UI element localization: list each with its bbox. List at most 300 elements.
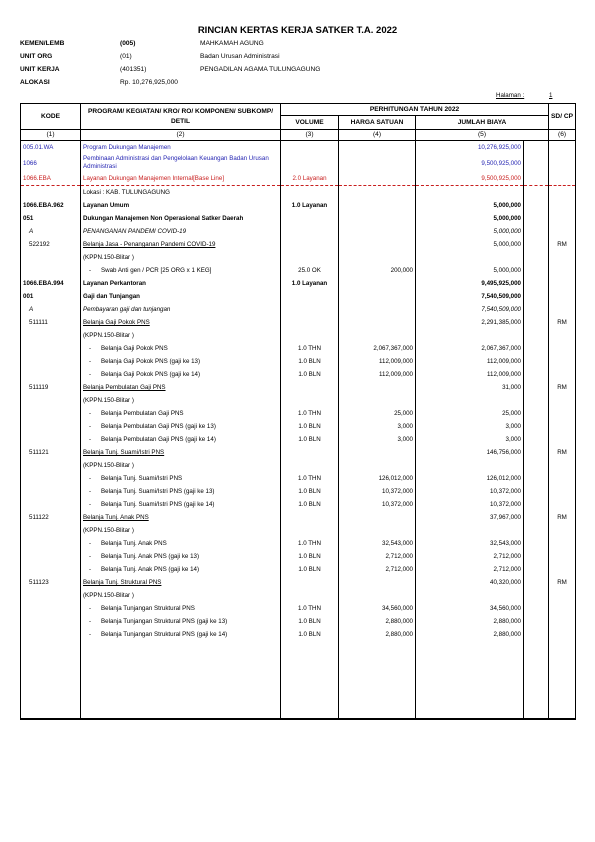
cell-harga: [339, 141, 416, 155]
cell-harga: [339, 212, 416, 225]
cell-desc: [81, 290, 281, 303]
bullet-marker: -: [89, 618, 92, 625]
bullet-marker: -: [89, 631, 92, 638]
cell-sdcp: [549, 602, 576, 615]
cell-jumlah: 2,712,000: [416, 563, 524, 576]
cell-spacer: [524, 329, 549, 342]
cell-volume: 1.0 BLN: [281, 563, 339, 576]
cell-kode: 051: [21, 212, 81, 225]
cell-sdcp: [549, 420, 576, 433]
cell-kode: [21, 485, 81, 498]
cell-kode: [21, 472, 81, 485]
table-row: [21, 316, 576, 329]
cell-jumlah: 7,540,509,000: [416, 290, 524, 303]
cell-harga: [339, 154, 416, 172]
cell-harga: [339, 251, 416, 264]
cell-desc: [81, 303, 281, 316]
cell-spacer: [524, 381, 549, 394]
cell-spacer: [524, 433, 549, 446]
col-sdcp: SD/ CP: [549, 104, 576, 130]
cell-kode: A: [21, 225, 81, 238]
cell-desc: [81, 154, 281, 172]
cell-jumlah: [416, 459, 524, 472]
cell-jumlah: 9,495,925,000: [416, 277, 524, 290]
cell-desc-text: Layanan Dukungan Manajemen Internal[Base Line]: [83, 175, 225, 182]
cell-desc: [81, 407, 281, 420]
cell-jumlah: [416, 394, 524, 407]
table-row: [21, 498, 576, 511]
cell-harga: [339, 394, 416, 407]
cell-volume: [281, 238, 339, 251]
cell-sdcp: [549, 342, 576, 355]
bullet-marker: -: [89, 371, 92, 378]
table-row: [21, 264, 576, 277]
cell-sdcp: [549, 498, 576, 511]
filler-cell: [81, 641, 281, 719]
cell-sdcp: RM: [549, 381, 576, 394]
col-num-4: (4): [339, 130, 416, 141]
cell-jumlah: 9,500,925,000: [416, 154, 524, 172]
cell-kode: [21, 563, 81, 576]
kerja-label: UNIT KERJA: [20, 66, 60, 73]
cell-volume: 1.0 BLN: [281, 550, 339, 563]
table-row: [21, 303, 576, 316]
table-row: [21, 576, 576, 589]
cell-desc: [81, 628, 281, 641]
cell-desc-text: Belanja Gaji Pokok PNS: [83, 319, 150, 326]
cell-sdcp: [549, 303, 576, 316]
cell-volume: 1.0 BLN: [281, 355, 339, 368]
cell-spacer: [524, 199, 549, 212]
cell-kode: 005.01.WA: [21, 141, 81, 155]
cell-volume: 1.0 Layanan: [281, 199, 339, 212]
cell-spacer: [524, 172, 549, 186]
cell-sdcp: RM: [549, 446, 576, 459]
cell-desc-text: PENANGANAN PANDEMI COVID-19: [83, 228, 187, 235]
col-harga: HARGA SATUAN: [339, 116, 416, 130]
cell-volume: 1.0 BLN: [281, 615, 339, 628]
table-row: [21, 141, 576, 155]
cell-spacer: [524, 186, 549, 200]
cell-sdcp: [549, 212, 576, 225]
table-row: [21, 511, 576, 524]
cell-jumlah: 25,000: [416, 407, 524, 420]
cell-desc-text: Pembayaran gaji dan tunjangan: [83, 306, 171, 313]
cell-kode: [21, 459, 81, 472]
cell-spacer: [524, 264, 549, 277]
cell-sdcp: [549, 589, 576, 602]
cell-desc-text: Lokasi : KAB. TULUNGAGUNG: [83, 189, 170, 196]
cell-volume: [281, 394, 339, 407]
cell-volume: 1.0 THN: [281, 342, 339, 355]
cell-desc-text: Belanja Tunj. Anak PNS: [101, 540, 167, 547]
cell-jumlah: 40,320,000: [416, 576, 524, 589]
cell-desc-text: Gaji dan Tunjangan: [83, 293, 140, 300]
cell-spacer: [524, 141, 549, 155]
col-volume: VOLUME: [281, 116, 339, 130]
cell-volume: 1.0 BLN: [281, 485, 339, 498]
table-row: [21, 459, 576, 472]
cell-harga: 112,009,000: [339, 368, 416, 381]
cell-sdcp: [549, 550, 576, 563]
bullet-marker: -: [89, 501, 92, 508]
cell-jumlah: 3,000: [416, 433, 524, 446]
cell-spacer: [524, 420, 549, 433]
cell-desc-text: Belanja Tunjangan Struktural PNS: [101, 605, 195, 612]
cell-kode: [21, 186, 81, 200]
cell-jumlah: 2,880,000: [416, 628, 524, 641]
table-row: [21, 290, 576, 303]
cell-desc: [81, 342, 281, 355]
cell-sdcp: [549, 172, 576, 186]
cell-desc: [81, 563, 281, 576]
cell-kode: 511121: [21, 446, 81, 459]
cell-sdcp: [549, 459, 576, 472]
table-row: [21, 355, 576, 368]
table-row: [21, 277, 576, 290]
cell-jumlah: 9,500,925,000: [416, 172, 524, 186]
cell-spacer: [524, 576, 549, 589]
cell-desc-text: Belanja Jasa - Penanganan Pandemi COVID-19: [83, 241, 216, 248]
cell-jumlah: 10,276,925,000: [416, 141, 524, 155]
org-name: Badan Urusan Administrasi: [200, 53, 280, 60]
cell-harga: [339, 316, 416, 329]
cell-harga: [339, 381, 416, 394]
cell-volume: [281, 225, 339, 238]
cell-spacer: [524, 368, 549, 381]
alokasi-label: ALOKASI: [20, 79, 50, 86]
cell-jumlah: 5,000,000: [416, 225, 524, 238]
filler-row: [21, 641, 576, 719]
cell-sdcp: [549, 355, 576, 368]
cell-kode: 1066: [21, 154, 81, 172]
cell-sdcp: [549, 394, 576, 407]
cell-sdcp: [549, 329, 576, 342]
cell-desc: [81, 602, 281, 615]
cell-desc: [81, 186, 281, 200]
kerja-code: (401351): [120, 66, 147, 73]
cell-desc: [81, 172, 281, 186]
cell-desc-text: Belanja Tunj. Suami/Istri PNS (gaji ke 14): [101, 501, 215, 508]
cell-spacer: [524, 563, 549, 576]
cell-desc: [81, 589, 281, 602]
cell-spacer: [524, 602, 549, 615]
cell-desc: [81, 381, 281, 394]
filler-cell: [549, 641, 576, 719]
kemen-code: (005): [120, 40, 136, 47]
cell-spacer: [524, 238, 549, 251]
cell-harga: 200,000: [339, 264, 416, 277]
cell-desc-text: Belanja Tunjangan Struktural PNS (gaji ke 13): [101, 618, 228, 625]
cell-harga: [339, 238, 416, 251]
cell-sdcp: [549, 251, 576, 264]
cell-harga: 112,009,000: [339, 355, 416, 368]
cell-spacer: [524, 459, 549, 472]
filler-cell: [21, 641, 81, 719]
cell-spacer: [524, 212, 549, 225]
cell-volume: [281, 251, 339, 264]
cell-desc: [81, 277, 281, 290]
cell-jumlah: 31,000: [416, 381, 524, 394]
cell-sdcp: [549, 433, 576, 446]
cell-volume: 1.0 Layanan: [281, 277, 339, 290]
cell-desc: [81, 212, 281, 225]
table-row: [21, 420, 576, 433]
table-row: [21, 602, 576, 615]
cell-jumlah: 5,000,000: [416, 264, 524, 277]
cell-volume: 1.0 THN: [281, 602, 339, 615]
cell-volume: [281, 290, 339, 303]
cell-desc-text: (KPPN.150-Blitar ): [83, 397, 134, 404]
cell-desc: [81, 511, 281, 524]
cell-kode: [21, 342, 81, 355]
cell-kode: [21, 615, 81, 628]
cell-harga: [339, 199, 416, 212]
cell-kode: [21, 498, 81, 511]
kerja-name: PENGADILAN AGAMA TULUNGAGUNG: [200, 66, 321, 73]
cell-spacer: [524, 154, 549, 172]
cell-spacer: [524, 628, 549, 641]
table-row: [21, 381, 576, 394]
table-row: [21, 485, 576, 498]
cell-volume: 1.0 THN: [281, 407, 339, 420]
cell-jumlah: 146,756,000: [416, 446, 524, 459]
cell-spacer: [524, 615, 549, 628]
cell-spacer: [524, 550, 549, 563]
table-row: [21, 615, 576, 628]
table-row: [21, 563, 576, 576]
cell-spacer: [524, 407, 549, 420]
cell-sdcp: [549, 524, 576, 537]
cell-volume: [281, 186, 339, 200]
cell-harga: [339, 511, 416, 524]
cell-desc-text: Layanan Umum: [83, 202, 130, 209]
kemen-name: MAHKAMAH AGUNG: [200, 40, 264, 47]
cell-sdcp: RM: [549, 316, 576, 329]
cell-jumlah: 112,009,000: [416, 355, 524, 368]
cell-harga: 34,560,000: [339, 602, 416, 615]
cell-sdcp: RM: [549, 238, 576, 251]
cell-volume: [281, 524, 339, 537]
cell-desc-text: Dukungan Manajemen Non Operasional Satker Daerah: [83, 215, 244, 222]
cell-jumlah: 2,067,367,000: [416, 342, 524, 355]
cell-sdcp: [549, 277, 576, 290]
cell-sdcp: [549, 615, 576, 628]
cell-desc-text: Belanja Pembulatan Gaji PNS (gaji ke 14): [101, 436, 216, 443]
cell-jumlah: 37,967,000: [416, 511, 524, 524]
bullet-marker: -: [89, 605, 92, 612]
cell-harga: [339, 576, 416, 589]
cell-sdcp: [549, 628, 576, 641]
cell-sdcp: [549, 290, 576, 303]
cell-jumlah: 10,372,000: [416, 498, 524, 511]
cell-kode: [21, 394, 81, 407]
cell-jumlah: [416, 251, 524, 264]
cell-volume: [281, 589, 339, 602]
cell-volume: [281, 141, 339, 155]
table-row: [21, 394, 576, 407]
cell-jumlah: 10,372,000: [416, 485, 524, 498]
cell-desc-text: (KPPN.150-Blitar ): [83, 592, 134, 599]
cell-harga: 2,067,367,000: [339, 342, 416, 355]
filler-cell: [524, 641, 549, 719]
cell-kode: [21, 524, 81, 537]
page-number: 1: [549, 92, 553, 99]
cell-volume: [281, 446, 339, 459]
cell-desc: [81, 316, 281, 329]
cell-jumlah: [416, 589, 524, 602]
table-row: [21, 472, 576, 485]
cell-desc-text: Belanja Tunj. Suami/Istri PNS: [101, 475, 183, 482]
cell-harga: 126,012,000: [339, 472, 416, 485]
bullet-marker: -: [89, 345, 92, 352]
table-row: [21, 342, 576, 355]
cell-desc-text: Belanja Pembulatan Gaji PNS: [101, 410, 184, 417]
cell-spacer: [524, 394, 549, 407]
cell-desc-text: Belanja Tunj. Anak PNS (gaji ke 14): [101, 566, 200, 573]
cell-kode: 522192: [21, 238, 81, 251]
cell-harga: 10,372,000: [339, 498, 416, 511]
col-num-1: (1): [21, 130, 81, 141]
cell-sdcp: [549, 186, 576, 200]
bullet-marker: -: [89, 423, 92, 430]
cell-harga: [339, 459, 416, 472]
cell-kode: [21, 433, 81, 446]
cell-kode: [21, 550, 81, 563]
cell-desc-text: Layanan Perkantoran: [83, 280, 146, 287]
cell-jumlah: 32,543,000: [416, 537, 524, 550]
cell-kode: [21, 420, 81, 433]
cell-sdcp: [549, 563, 576, 576]
bullet-marker: -: [89, 488, 92, 495]
cell-desc: [81, 329, 281, 342]
cell-harga: [339, 589, 416, 602]
org-code: (01): [120, 53, 132, 60]
cell-desc: [81, 498, 281, 511]
cell-desc-text: Belanja Tunjangan Struktural PNS (gaji ke 14): [101, 631, 228, 638]
cell-harga: [339, 290, 416, 303]
cell-desc-text: Belanja Tunj. Struktural PNS: [83, 579, 162, 586]
table-row: [21, 154, 576, 172]
cell-harga: 3,000: [339, 420, 416, 433]
table-row: [21, 550, 576, 563]
bullet-marker: -: [89, 566, 92, 573]
cell-jumlah: 2,712,000: [416, 550, 524, 563]
table-row: [21, 628, 576, 641]
cell-sdcp: [549, 537, 576, 550]
cell-jumlah: 5,000,000: [416, 238, 524, 251]
cell-kode: [21, 407, 81, 420]
table-row: [21, 433, 576, 446]
cell-desc: [81, 264, 281, 277]
cell-kode: [21, 602, 81, 615]
cell-volume: [281, 316, 339, 329]
cell-sdcp: [549, 141, 576, 155]
cell-kode: 1066.EBA.994: [21, 277, 81, 290]
cell-desc: [81, 550, 281, 563]
cell-desc-text: (KPPN.150-Blitar ): [83, 527, 134, 534]
cell-desc-text: Belanja Tunj. Suami/Istri PNS (gaji ke 13): [101, 488, 215, 495]
cell-harga: [339, 329, 416, 342]
cell-harga: [339, 172, 416, 186]
cell-desc-text: Belanja Tunj. Anak PNS: [83, 514, 149, 521]
cell-desc-text: Belanja Tunj. Suami/Istri PNS: [83, 449, 165, 456]
cell-spacer: [524, 277, 549, 290]
cell-harga: [339, 225, 416, 238]
col-perhitungan: PERHITUNGAN TAHUN 2022: [281, 104, 549, 116]
table-row: [21, 329, 576, 342]
cell-jumlah: 126,012,000: [416, 472, 524, 485]
org-label: UNIT ORG: [20, 53, 53, 60]
cell-spacer: [524, 498, 549, 511]
cell-harga: 32,543,000: [339, 537, 416, 550]
cell-kode: 511123: [21, 576, 81, 589]
cell-harga: 2,712,000: [339, 563, 416, 576]
cell-spacer: [524, 446, 549, 459]
cell-volume: [281, 154, 339, 172]
page-label: Halaman :: [496, 92, 525, 99]
kemen-label: KEMEN/LEMB: [20, 40, 65, 47]
filler-cell: [281, 641, 339, 719]
col-num-2: (2): [81, 130, 281, 141]
cell-sdcp: [549, 485, 576, 498]
cell-desc: [81, 199, 281, 212]
cell-desc: [81, 615, 281, 628]
cell-kode: 511111: [21, 316, 81, 329]
cell-volume: 1.0 BLN: [281, 433, 339, 446]
cell-kode: 511119: [21, 381, 81, 394]
cell-harga: 2,880,000: [339, 615, 416, 628]
cell-harga: 2,880,000: [339, 628, 416, 641]
cell-sdcp: [549, 264, 576, 277]
cell-kode: [21, 329, 81, 342]
table-row: [21, 172, 576, 186]
cell-harga: [339, 524, 416, 537]
cell-desc: [81, 238, 281, 251]
cell-kode: [21, 589, 81, 602]
bullet-marker: -: [89, 475, 92, 482]
bullet-marker: -: [89, 553, 92, 560]
cell-jumlah: 2,291,385,000: [416, 316, 524, 329]
cell-volume: 1.0 BLN: [281, 368, 339, 381]
cell-kode: A: [21, 303, 81, 316]
cell-desc: [81, 472, 281, 485]
cell-volume: [281, 459, 339, 472]
cell-sdcp: [549, 472, 576, 485]
table-row: [21, 225, 576, 238]
cell-spacer: [524, 290, 549, 303]
cell-volume: [281, 511, 339, 524]
cell-jumlah: [416, 329, 524, 342]
cell-desc-text: (KPPN.150-Blitar ): [83, 332, 134, 339]
bullet-marker: -: [89, 540, 92, 547]
cell-jumlah: 2,880,000: [416, 615, 524, 628]
cell-sdcp: RM: [549, 511, 576, 524]
cell-jumlah: 3,000: [416, 420, 524, 433]
cell-spacer: [524, 472, 549, 485]
cell-harga: [339, 186, 416, 200]
table-row: [21, 212, 576, 225]
cell-sdcp: RM: [549, 576, 576, 589]
table-row: [21, 251, 576, 264]
table-row: [21, 238, 576, 251]
cell-volume: 2.0 Layanan: [281, 172, 339, 186]
bullet-marker: -: [89, 267, 92, 274]
cell-spacer: [524, 589, 549, 602]
cell-desc: [81, 225, 281, 238]
cell-desc: [81, 524, 281, 537]
cell-volume: 1.0 THN: [281, 537, 339, 550]
